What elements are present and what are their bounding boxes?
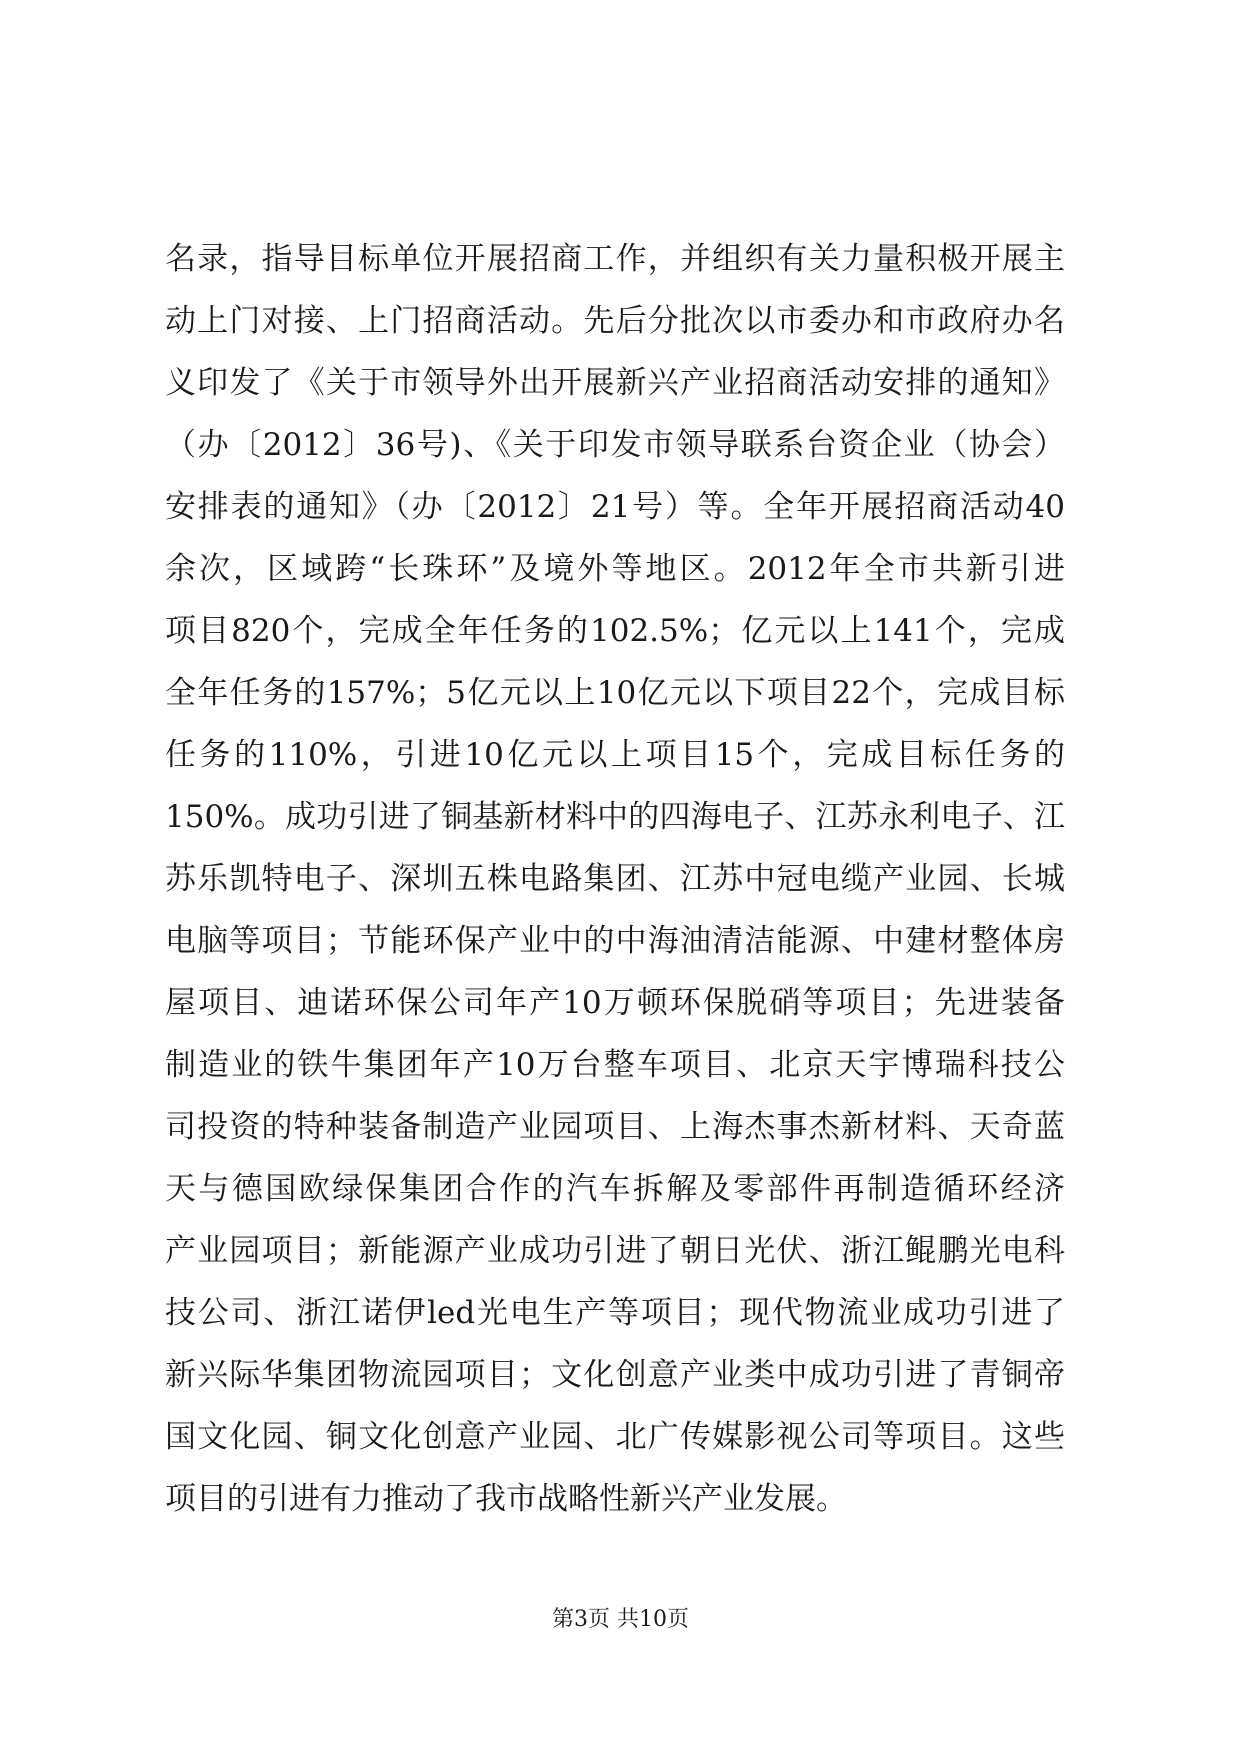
page-number: 第3页 共10页 <box>552 1607 689 1632</box>
page-footer <box>0 1605 1241 1635</box>
text-line: 余次，区域跨“长珠环”及境外等地区。2012年全市共新引进 <box>165 551 1065 587</box>
text-line: 国文化园、铜文化创意产业园、北广传媒影视公司等项目。这些 <box>165 1419 1065 1455</box>
text-line: 义印发了《关于市领导外出开展新兴产业招商活动安排的通知》 <box>165 365 1065 401</box>
text-line: 150%。成功引进了铜基新材料中的四海电子、江苏永利电子、江 <box>165 799 1065 835</box>
text-line: 动上门对接、上门招商活动。先后分批次以市委办和市政府办名 <box>165 303 1065 339</box>
body-text <box>165 228 1065 1530</box>
text-line: 新兴际华集团物流园项目；文化创意产业类中成功引进了青铜帝 <box>165 1357 1065 1393</box>
text-line: 项目820个，完成全年任务的102.5%；亿元以上141个，完成 <box>165 613 1065 649</box>
text-line: 苏乐凯特电子、深圳五株电路集团、江苏中冠电缆产业园、长城 <box>165 861 1065 897</box>
text-line: 名录，指导目标单位开展招商工作，并组织有关力量积极开展主 <box>165 241 1065 277</box>
text-line: （办〔2012〕36号)、《关于印发市领导联系台资企业（协会） <box>165 427 1065 463</box>
text-line: 安排表的通知》（办〔2012〕21号）等。全年开展招商活动40 <box>165 489 1065 525</box>
text-line: 全年任务的157%；5亿元以上10亿元以下项目22个，完成目标 <box>165 675 1065 711</box>
text-line: 技公司、浙江诺伊led光电生产等项目；现代物流业成功引进了 <box>165 1295 1065 1331</box>
text-line: 任务的110%，引进10亿元以上项目15个，完成目标任务的 <box>165 737 1065 773</box>
text-line: 天与德国欧绿保集团合作的汽车拆解及零部件再制造循环经济 <box>165 1171 1065 1207</box>
text-line: 产业园项目；新能源产业成功引进了朝日光伏、浙江鲲鹏光电科 <box>165 1233 1065 1269</box>
text-line: 制造业的铁牛集团年产10万台整车项目、北京天宇博瑞科技公 <box>165 1047 1065 1083</box>
text-line: 屋项目、迪诺环保公司年产10万顿环保脱硝等项目；先进装备 <box>165 985 1065 1021</box>
text-line: 电脑等项目；节能环保产业中的中海油清洁能源、中建材整体房 <box>165 923 1065 959</box>
text-line: 司投资的特种装备制造产业园项目、上海杰事杰新材料、天奇蓝 <box>165 1109 1065 1145</box>
text-line: 项目的引进有力推动了我市战略性新兴产业发展。 <box>165 1481 847 1517</box>
